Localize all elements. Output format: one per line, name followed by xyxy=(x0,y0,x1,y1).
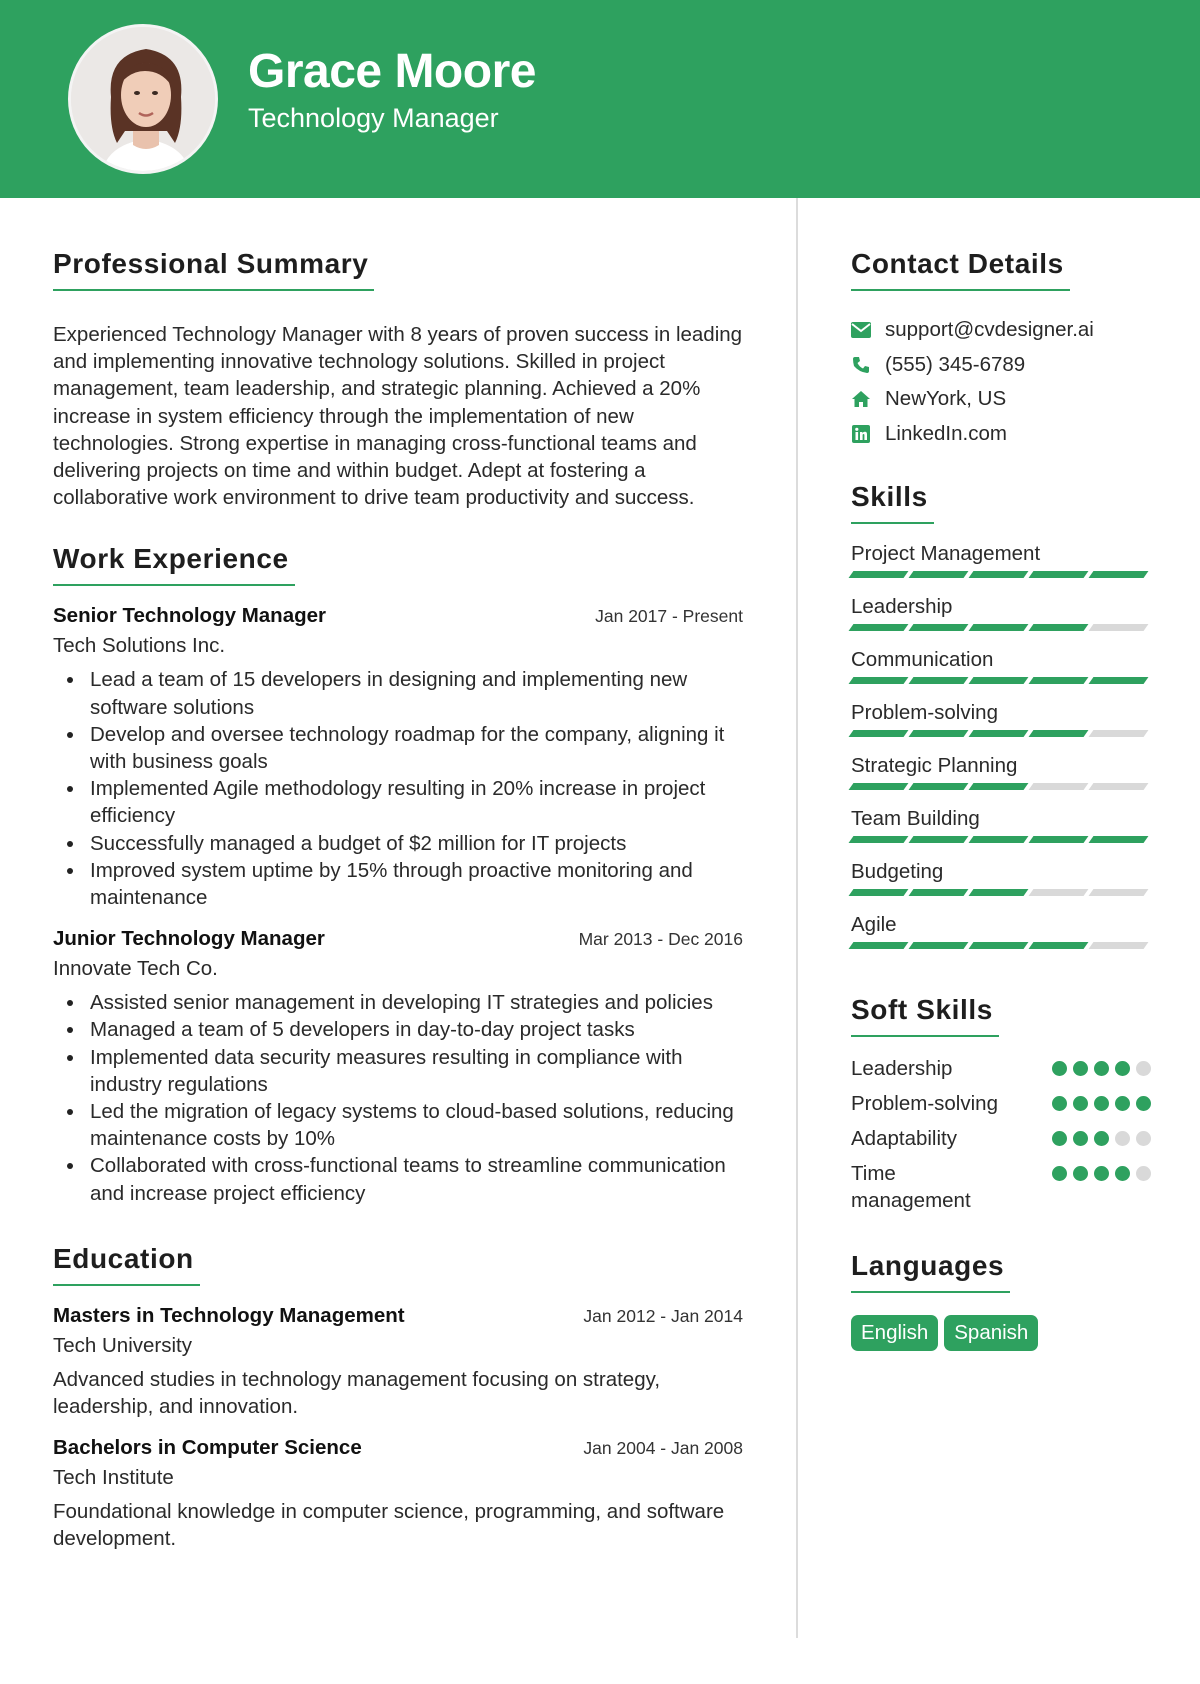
sidebar-column xyxy=(851,248,1151,1351)
skill-segment-filled xyxy=(969,942,1029,949)
skill-item xyxy=(851,858,1151,896)
candidate-name: Grace Moore xyxy=(248,45,536,98)
rating-dot-filled xyxy=(1094,1096,1109,1111)
skill-segment-filled xyxy=(969,836,1029,843)
contact-location-text: NewYork, US xyxy=(885,387,1007,411)
soft-skills-list xyxy=(851,1055,1151,1214)
school-name: Tech University xyxy=(53,1333,192,1357)
skill-segment-empty xyxy=(1089,624,1149,631)
contact-title: Contact Details xyxy=(851,248,1070,291)
skill-segment-filled xyxy=(1029,624,1089,631)
skill-segment-filled xyxy=(849,783,909,790)
job-bullet: Implemented data security measures resulting in compliance with industry regulations xyxy=(53,1044,743,1098)
skill-segment-empty xyxy=(1089,783,1149,790)
skill-segment-filled xyxy=(849,571,909,578)
skill-name: Leadership xyxy=(851,595,953,618)
contact-phone[interactable] xyxy=(851,348,1151,383)
soft-skill-item xyxy=(851,1090,1151,1117)
skill-level-bar xyxy=(851,783,1151,790)
job-title: Senior Technology Manager xyxy=(53,604,326,628)
skill-name: Team Building xyxy=(851,807,980,830)
rating-dot-empty xyxy=(1136,1061,1151,1076)
skill-item xyxy=(851,540,1151,578)
soft-skill-rating xyxy=(1052,1166,1151,1214)
language-tag: Spanish xyxy=(944,1315,1038,1351)
skill-segment-empty xyxy=(1089,889,1149,896)
languages-list xyxy=(851,1315,1151,1351)
skills-title: Skills xyxy=(851,481,934,524)
resume-header xyxy=(0,0,1200,198)
skill-name: Agile xyxy=(851,913,897,936)
skill-name: Strategic Planning xyxy=(851,754,1018,777)
skill-segment-filled xyxy=(1029,730,1089,737)
skill-segment-filled xyxy=(909,783,969,790)
skill-segment-filled xyxy=(969,571,1029,578)
phone-icon xyxy=(851,355,871,375)
soft-skill-name: Leadership xyxy=(851,1057,953,1080)
soft-skill-name: Adaptability xyxy=(851,1127,957,1150)
skill-segment-filled xyxy=(1029,571,1089,578)
contact-list xyxy=(851,313,1151,451)
job-dates: Mar 2013 - Dec 2016 xyxy=(578,929,743,950)
contact-email[interactable] xyxy=(851,313,1151,348)
skill-segment-filled xyxy=(909,624,969,631)
skill-name: Budgeting xyxy=(851,860,944,883)
skills-list xyxy=(851,540,1151,949)
skill-name: Communication xyxy=(851,648,994,671)
skill-segment-empty xyxy=(1029,783,1089,790)
skill-segment-filled xyxy=(1029,836,1089,843)
rating-dot-filled xyxy=(1073,1096,1088,1111)
rating-dot-filled xyxy=(1115,1061,1130,1076)
degree-title: Masters in Technology Management xyxy=(53,1303,405,1327)
rating-dot-filled xyxy=(1073,1061,1088,1076)
skill-segment-filled xyxy=(969,889,1029,896)
home-icon xyxy=(851,389,871,409)
summary-title: Professional Summary xyxy=(53,248,374,291)
skill-item xyxy=(851,699,1151,737)
job-entry xyxy=(53,927,743,1207)
skill-segment-filled xyxy=(969,783,1029,790)
contact-linkedin[interactable] xyxy=(851,417,1151,452)
skill-level-bar xyxy=(851,677,1151,684)
skill-level-bar xyxy=(851,942,1151,949)
soft-skill-item xyxy=(851,1125,1151,1152)
envelope-icon xyxy=(851,320,871,340)
job-title: Junior Technology Manager xyxy=(53,927,325,951)
job-bullet: Assisted senior management in developing IT strategies and policies xyxy=(53,989,743,1016)
rating-dot-filled xyxy=(1094,1061,1109,1076)
rating-dot-filled xyxy=(1115,1166,1130,1181)
skill-segment-filled xyxy=(849,942,909,949)
education-dates: Jan 2004 - Jan 2008 xyxy=(583,1438,743,1459)
rating-dot-filled xyxy=(1052,1131,1067,1146)
profile-photo xyxy=(68,24,218,174)
school-name: Tech Institute xyxy=(53,1466,174,1490)
job-bullet: Develop and oversee technology roadmap for the company, aligning it with business goals xyxy=(53,721,743,775)
skill-segment-filled xyxy=(849,730,909,737)
skill-level-bar xyxy=(851,730,1151,737)
skill-segment-empty xyxy=(1029,889,1089,896)
rating-dot-filled xyxy=(1073,1166,1088,1181)
contact-email-text: support@cvdesigner.ai xyxy=(885,318,1094,342)
skill-item xyxy=(851,911,1151,949)
rating-dot-filled xyxy=(1115,1096,1130,1111)
skill-level-bar xyxy=(851,889,1151,896)
skill-level-bar xyxy=(851,836,1151,843)
rating-dot-filled xyxy=(1073,1131,1088,1146)
job-dates: Jan 2017 - Present xyxy=(595,606,743,627)
linkedin-icon xyxy=(851,424,871,444)
skill-segment-empty xyxy=(1089,942,1149,949)
profile-photo-illustration xyxy=(71,27,218,174)
skill-item xyxy=(851,805,1151,843)
skill-segment-filled xyxy=(909,677,969,684)
education-entry xyxy=(53,1304,743,1420)
skill-segment-filled xyxy=(909,889,969,896)
languages-title: Languages xyxy=(851,1250,1010,1293)
job-bullet: Successfully managed a budget of $2 million for IT projects xyxy=(53,830,743,857)
rating-dot-filled xyxy=(1052,1166,1067,1181)
contact-location xyxy=(851,382,1151,417)
soft-skills-title: Soft Skills xyxy=(851,994,999,1037)
skill-segment-filled xyxy=(1089,571,1149,578)
education-entry xyxy=(53,1436,743,1552)
job-bullet: Collaborated with cross-functional teams to streamline communication and increase project efficiency xyxy=(53,1152,743,1206)
language-tag: English xyxy=(851,1315,938,1351)
skill-segment-filled xyxy=(849,836,909,843)
skill-segment-filled xyxy=(969,624,1029,631)
skill-segment-filled xyxy=(1089,677,1149,684)
rating-dot-filled xyxy=(1052,1061,1067,1076)
soft-skill-item xyxy=(851,1160,1151,1214)
rating-dot-filled xyxy=(1094,1131,1109,1146)
rating-dot-empty xyxy=(1115,1131,1130,1146)
skill-segment-filled xyxy=(909,836,969,843)
rating-dot-filled xyxy=(1136,1096,1151,1111)
summary-text: Experienced Technology Manager with 8 years of proven success in leading and implementing innovative technology solutions. Skilled in project management, team leadership, and strategic planning. Achieved a 20% increase in system efficiency through the implementation of new technologies. Strong expertise in managing cross-functional teams and delivering projects on time and within budget. Adept at fostering a collaborative work environment to drive team productivity and success. xyxy=(53,323,743,510)
skill-segment-filled xyxy=(969,730,1029,737)
degree-title: Bachelors in Computer Science xyxy=(53,1436,362,1460)
soft-skill-name: Problem-solving xyxy=(851,1092,998,1115)
skill-segment-empty xyxy=(1089,730,1149,737)
column-divider xyxy=(796,198,798,1638)
skill-segment-filled xyxy=(909,571,969,578)
education-description: Foundational knowledge in computer science, programming, and software development. xyxy=(53,1500,725,1551)
education-dates: Jan 2012 - Jan 2014 xyxy=(583,1305,743,1326)
education-title: Education xyxy=(53,1243,200,1286)
skill-item xyxy=(851,646,1151,684)
job-company: Tech Solutions Inc. xyxy=(53,634,226,658)
job-bullet: Implemented Agile methodology resulting in 20% increase in project efficiency xyxy=(53,775,743,829)
skill-segment-filled xyxy=(1029,677,1089,684)
soft-skill-rating xyxy=(1052,1096,1151,1117)
job-bullet: Improved system uptime by 15% through proactive monitoring and maintenance xyxy=(53,857,743,911)
contact-linkedin-text: LinkedIn.com xyxy=(885,421,1007,445)
experience-title: Work Experience xyxy=(53,543,295,586)
skill-segment-filled xyxy=(849,677,909,684)
skill-item xyxy=(851,752,1151,790)
rating-dot-empty xyxy=(1136,1131,1151,1146)
soft-skill-rating xyxy=(1052,1131,1151,1152)
skill-segment-filled xyxy=(909,942,969,949)
skill-segment-filled xyxy=(1089,836,1149,843)
skill-name: Problem-solving xyxy=(851,701,998,724)
job-bullet: Led the migration of legacy systems to cloud-based solutions, reducing maintenance costs by 10% xyxy=(53,1098,743,1152)
skill-level-bar xyxy=(851,624,1151,631)
job-bullets xyxy=(53,666,743,911)
rating-dot-filled xyxy=(1052,1096,1067,1111)
candidate-role: Technology Manager xyxy=(248,103,499,133)
contact-phone-text: (555) 345-6789 xyxy=(885,352,1026,376)
job-entry xyxy=(53,604,743,911)
rating-dot-filled xyxy=(1094,1166,1109,1181)
rating-dot-empty xyxy=(1136,1166,1151,1181)
skill-segment-filled xyxy=(1029,942,1089,949)
skill-segment-filled xyxy=(909,730,969,737)
soft-skill-name: Time management xyxy=(851,1162,971,1212)
skill-segment-filled xyxy=(969,677,1029,684)
job-bullet: Lead a team of 15 developers in designing and implementing new software solutions xyxy=(53,666,743,720)
job-bullets xyxy=(53,989,743,1207)
skill-level-bar xyxy=(851,571,1151,578)
skill-segment-filled xyxy=(849,889,909,896)
education-description: Advanced studies in technology management focusing on strategy, leadership, and innovation. xyxy=(53,1367,661,1419)
soft-skill-rating xyxy=(1052,1061,1151,1082)
main-column xyxy=(53,248,743,1553)
skill-name: Project Management xyxy=(851,542,1041,565)
soft-skill-item xyxy=(851,1055,1151,1082)
skill-segment-filled xyxy=(849,624,909,631)
skill-item xyxy=(851,593,1151,631)
job-bullet: Managed a team of 5 developers in day-to-day project tasks xyxy=(53,1016,743,1043)
job-company: Innovate Tech Co. xyxy=(53,957,218,981)
